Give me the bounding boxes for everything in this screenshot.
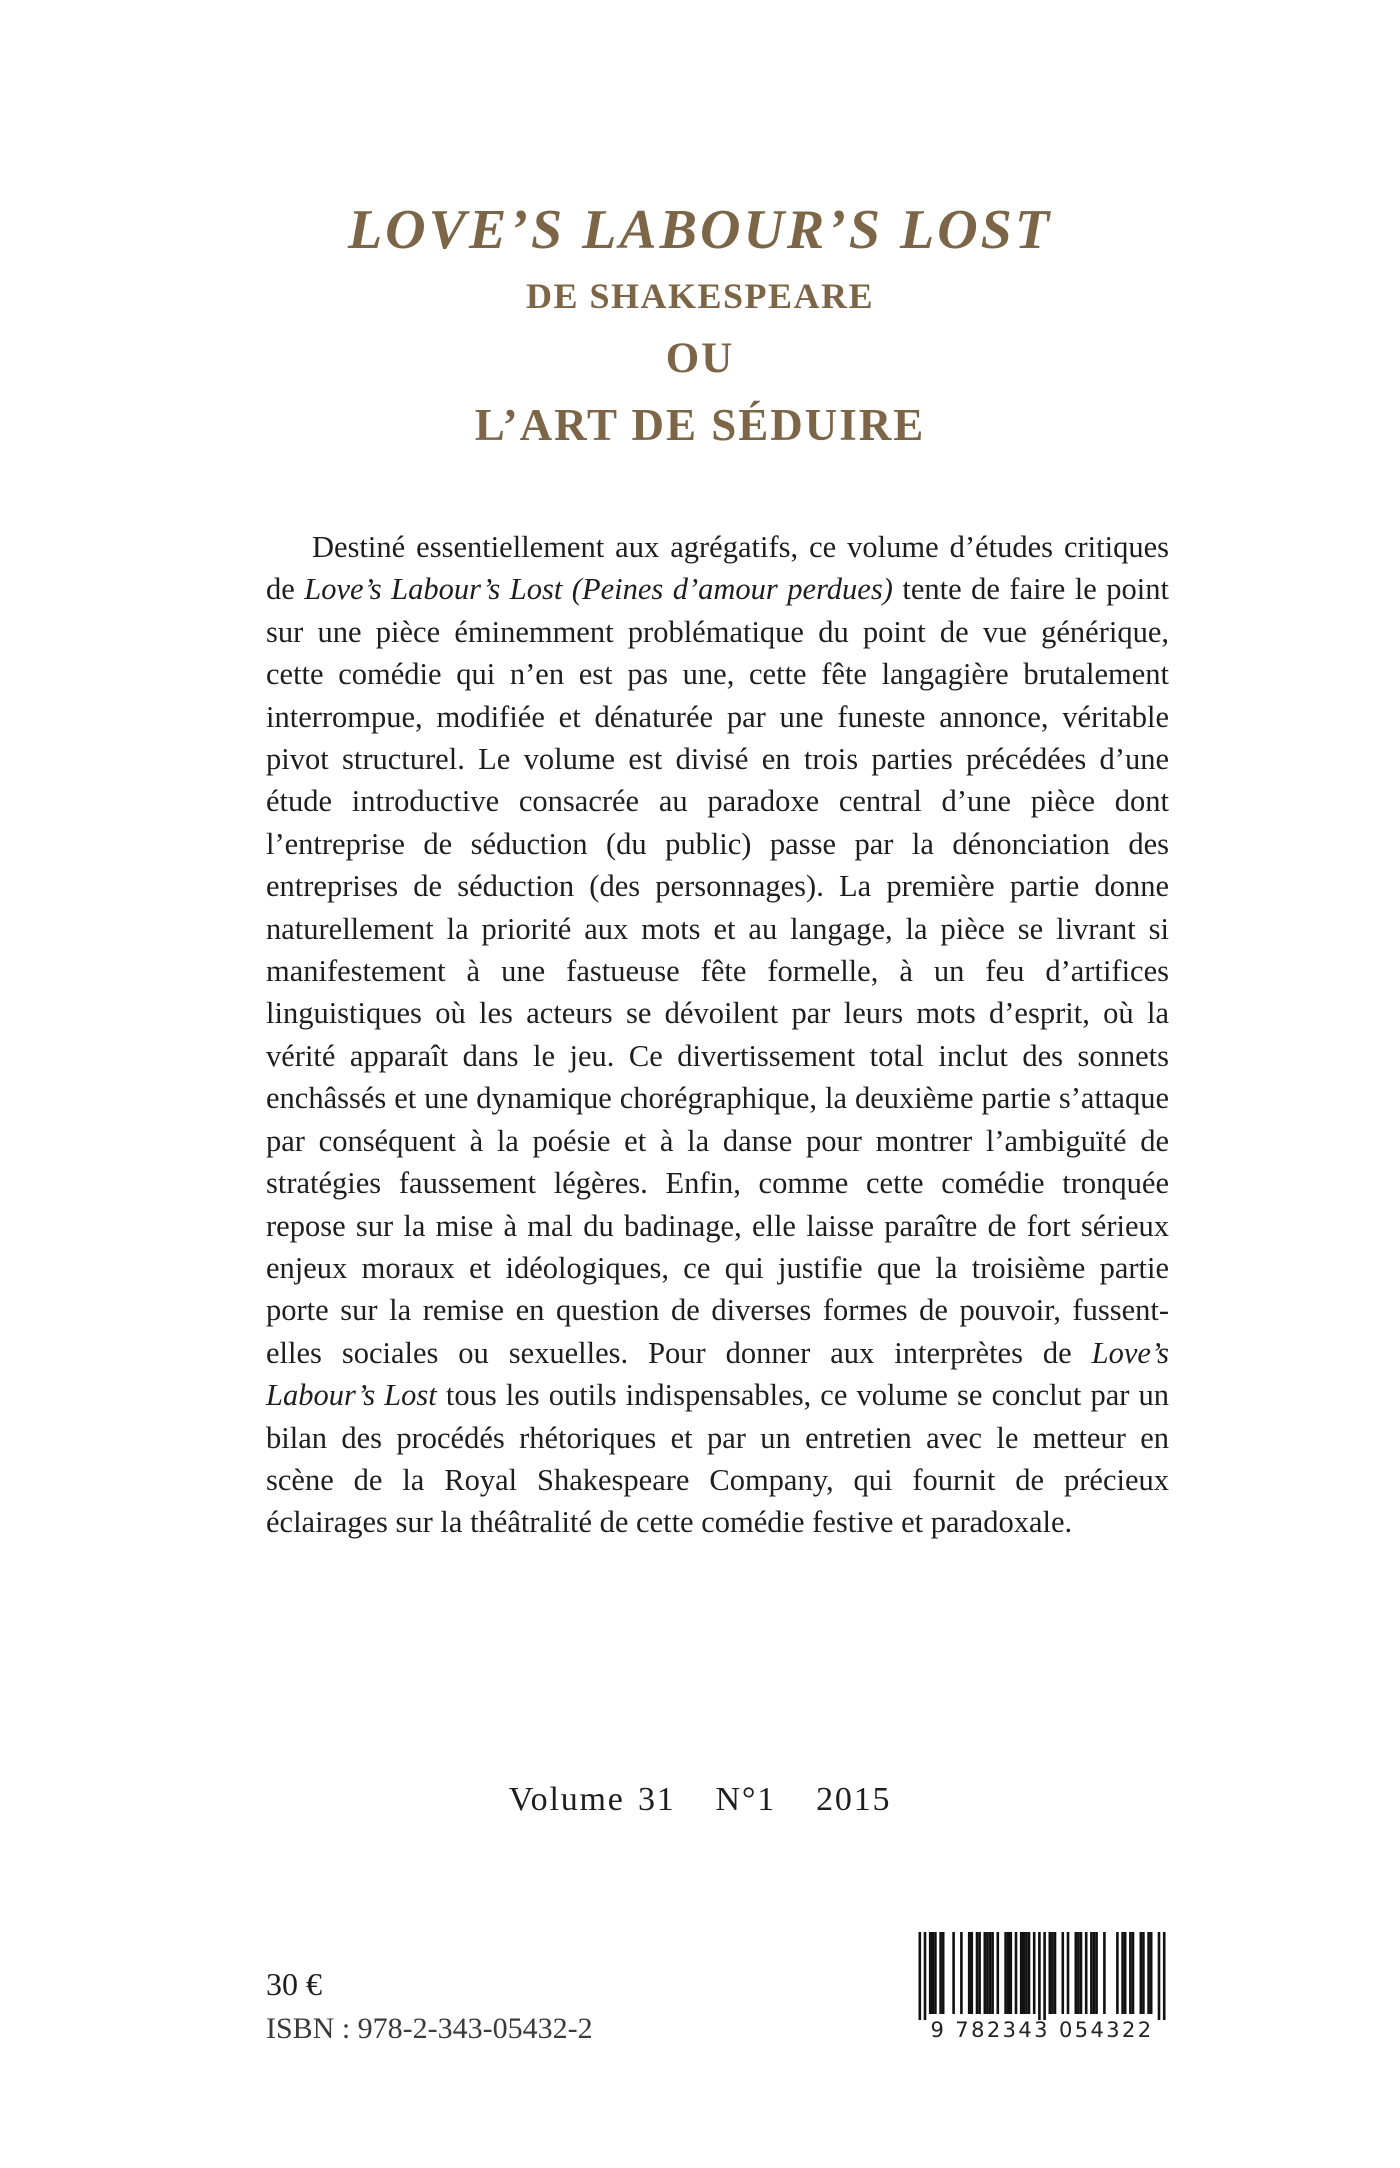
barcode-bar <box>968 1932 971 2014</box>
barcode-bar <box>934 1932 937 2014</box>
barcode-bar <box>1080 1932 1083 2014</box>
barcode-bar <box>1142 1932 1145 2014</box>
barcode-bar <box>952 1932 955 2014</box>
barcode-bar <box>997 1932 1000 2014</box>
price: 30 € <box>266 1966 322 2002</box>
barcode-bar <box>939 1932 942 2014</box>
barcode-bar <box>984 1932 987 2014</box>
barcode-bars <box>912 1932 1172 2020</box>
barcode-bar <box>1095 1932 1098 2014</box>
barcode-bar <box>1093 1932 1096 2014</box>
issue-year: 2015 <box>816 1781 892 1818</box>
barcode-bar <box>1090 1932 1093 2014</box>
barcode-bar <box>1025 1932 1028 2014</box>
book-alternate-title: L’ART DE SÉDUIRE <box>474 400 926 450</box>
barcode-bar <box>1010 1932 1013 2014</box>
barcode-bar <box>1132 1932 1135 2014</box>
barcode-bar <box>1075 1932 1078 2014</box>
barcode-bar <box>1033 1932 1036 2014</box>
barcode-bar <box>1121 1932 1124 2014</box>
barcode-bar <box>1023 1932 1026 2014</box>
barcode-bar <box>1140 1932 1143 2014</box>
barcode-bar <box>1158 1932 1161 2020</box>
blurb-italic-title-2: Love’s Labour’s Lost <box>266 1335 1169 1413</box>
issue-volume: Volume 31 <box>508 1781 676 1818</box>
barcode-bar <box>1129 1932 1132 2014</box>
barcode-bar <box>1049 1932 1052 2014</box>
barcode-bar <box>1077 1932 1080 2014</box>
barcode-bar <box>1062 1932 1065 2014</box>
barcode-bar <box>929 1932 932 2014</box>
barcode-digits: 9 782343 054322 <box>930 2018 1154 2042</box>
blurb-text-3: tous les outils indispensables, ce volume se conclut par un bilan des procédés rhétoriques et par un entretien avec le metteur en scène de la Royal Shakespeare Company, qui fournit de précieux éclairages sur la théâtralité de cette comédie festive et paradoxale. <box>266 1378 1170 1540</box>
book-title: LOVE’S LABOUR’S LOST <box>347 199 1053 261</box>
barcode-bar <box>989 1932 992 2014</box>
barcode-bar <box>1051 1932 1054 2014</box>
barcode-bar <box>1147 1932 1150 2014</box>
barcode-bar <box>991 1932 994 2014</box>
barcode-bar <box>1116 1932 1119 2014</box>
book-subtitle-author: DE SHAKESPEARE <box>525 276 875 316</box>
barcode-bar <box>924 1932 927 2020</box>
barcode-bar <box>1007 1932 1010 2014</box>
barcode-bar <box>942 1932 945 2014</box>
back-cover-blurb <box>266 526 1169 1544</box>
barcode-bar <box>1043 1932 1046 2020</box>
barcode-bar <box>986 1932 989 2014</box>
barcode-bar <box>1054 1932 1057 2014</box>
barcode-bar <box>1124 1932 1127 2014</box>
title-block <box>0 198 1400 450</box>
book-subtitle-or: OU <box>665 335 735 382</box>
blurb-text-2: tente de faire le point sur une pièce éminemment problématique du point de vue générique, cette comédie qui n’en est pas une, cette fête langagière brutalement interrompue, modifiée et dénaturée par une funeste annonce, véritable pivot structurel. Le volume est divisé en trois parties précédées d’une étude introductive consacrée au paradoxe central d’une pièce dont l’entreprise de séduction (du public) passe par la dénonciation des entreprises de séduction (des personnages). La première partie donne naturellement la priorité aux mots et au langage, la pièce se livrant si manifestement à une fastueuse fête formelle, à un feu d’artifices linguistiques où les acteurs se dévoilent par leurs mots d’esprit, où la vérité apparaît dans le jeu. Ce divertissement total inclut des sonnets enchâssés et une dynamique chorégraphique, la deuxième partie s’attaque par conséquent à la poésie et à la danse pour montrer l’ambiguïté de stratégies faussement légères. Enfin, comme cette comédie tronquée repose sur la mise à mal du badinage, elle laisse paraître de fort sérieux enjeux moraux et idéologiques, ce qui justifie que la troisième partie porte sur la remise en question de diverses formes de pouvoir, fussent-elles sociales ou sexuelles. Pour donner aux interprètes de <box>266 572 1169 1370</box>
barcode-bar <box>1163 1932 1166 2020</box>
blurb-italic-title-1: Love’s Labour’s Lost (Peines d’amour perdues) <box>304 572 893 607</box>
barcode-bar <box>1085 1932 1088 2014</box>
barcode-bar <box>919 1932 922 2020</box>
isbn-barcode <box>912 1932 1172 2044</box>
barcode-bar <box>1015 1932 1018 2014</box>
blurb-text-1: Destiné essentiellement aux agrégatifs, ce volume d’études critiques de <box>266 530 1169 607</box>
barcode-bar <box>1004 1932 1007 2014</box>
barcode-bar <box>1020 1932 1023 2014</box>
barcode-bar <box>1038 1932 1041 2020</box>
issue-info <box>0 1781 1400 1819</box>
barcode-bar <box>976 1932 979 2014</box>
barcode-bar <box>960 1932 963 2014</box>
barcode-bar <box>1150 1932 1153 2014</box>
barcode-bar <box>971 1932 974 2014</box>
isbn: ISBN : 978-2-343-05432-2 <box>266 2012 593 2045</box>
barcode-bar <box>1028 1932 1031 2014</box>
barcode-bar <box>978 1932 981 2014</box>
barcode-bar <box>1067 1932 1070 2014</box>
barcode-bar <box>932 1932 935 2014</box>
issue-number: N°1 <box>715 1781 777 1818</box>
barcode-bar <box>1103 1932 1106 2014</box>
